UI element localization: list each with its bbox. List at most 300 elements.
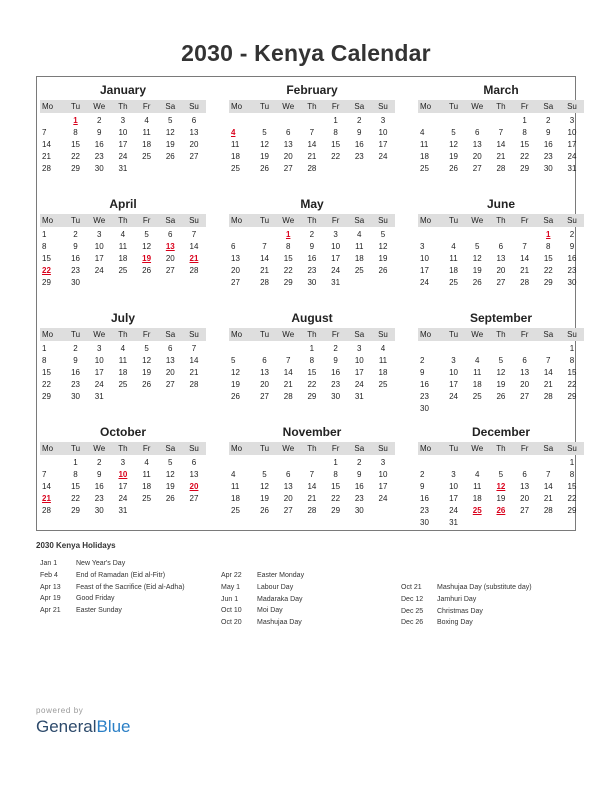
day-cell[interactable]: 7 bbox=[191, 230, 197, 239]
day-cell[interactable]: 8 bbox=[569, 356, 575, 365]
day-cell[interactable]: 27 bbox=[260, 392, 269, 401]
day-cell[interactable]: 20 bbox=[472, 152, 482, 161]
day-cell[interactable]: 12 bbox=[231, 368, 240, 377]
day-cell[interactable]: 2 bbox=[420, 470, 425, 479]
day-cell[interactable]: 9 bbox=[569, 242, 575, 251]
day-cell[interactable]: 30 bbox=[94, 506, 104, 515]
day-cell[interactable]: 15 bbox=[520, 140, 530, 149]
day-cell[interactable]: 12 bbox=[165, 470, 175, 479]
day-cell[interactable]: 10 bbox=[354, 356, 364, 365]
day-cell[interactable]: 24 bbox=[449, 392, 458, 401]
day-cell[interactable]: 14 bbox=[520, 254, 530, 263]
day-cell[interactable]: 18 bbox=[142, 140, 152, 149]
day-cell[interactable]: 16 bbox=[354, 482, 364, 491]
day-cell[interactable]: 23 bbox=[420, 506, 429, 515]
day-cell[interactable]: 15 bbox=[331, 482, 341, 491]
day-cell[interactable]: 24 bbox=[118, 494, 128, 503]
day-cell[interactable]: 28 bbox=[42, 164, 51, 173]
day-cell[interactable]: 31 bbox=[331, 278, 341, 287]
day-cell[interactable]: 11 bbox=[473, 482, 482, 491]
day-cell[interactable]: 11 bbox=[378, 356, 388, 365]
day-cell[interactable]: 8 bbox=[546, 242, 551, 251]
day-cell[interactable]: 24 bbox=[420, 278, 429, 287]
day-cell[interactable]: 14 bbox=[307, 140, 317, 149]
day-cell[interactable]: 11 bbox=[449, 254, 458, 263]
day-cell[interactable]: 13 bbox=[165, 356, 175, 365]
day-cell[interactable]: 20 bbox=[520, 494, 530, 503]
day-cell[interactable]: 21 bbox=[283, 380, 293, 389]
day-cell[interactable]: 1 bbox=[333, 116, 338, 125]
day-cell[interactable]: 9 bbox=[357, 128, 362, 137]
day-cell[interactable]: 10 bbox=[567, 128, 577, 137]
day-cell[interactable]: 19 bbox=[496, 380, 506, 389]
day-cell[interactable]: 18 bbox=[142, 482, 152, 491]
day-cell[interactable]: 3 bbox=[451, 356, 456, 365]
day-cell[interactable]: 4 bbox=[451, 242, 456, 251]
day-cell[interactable]: 27 bbox=[472, 164, 482, 173]
day-cell[interactable]: 20 bbox=[165, 254, 175, 263]
day-cell[interactable]: 8 bbox=[569, 470, 575, 479]
day-cell[interactable]: 7 bbox=[262, 242, 267, 251]
holiday-day-cell[interactable]: 10 bbox=[118, 470, 128, 479]
day-cell[interactable]: 18 bbox=[449, 266, 458, 275]
day-cell[interactable]: 3 bbox=[96, 344, 102, 353]
day-cell[interactable]: 30 bbox=[307, 278, 317, 287]
day-cell[interactable]: 2 bbox=[420, 356, 425, 365]
day-cell[interactable]: 22 bbox=[567, 494, 577, 503]
day-cell[interactable]: 6 bbox=[522, 470, 527, 479]
day-cell[interactable]: 15 bbox=[567, 368, 577, 377]
day-cell[interactable]: 28 bbox=[189, 380, 199, 389]
day-cell[interactable]: 22 bbox=[71, 152, 80, 161]
day-cell[interactable]: 11 bbox=[231, 482, 240, 491]
day-cell[interactable]: 8 bbox=[285, 242, 291, 251]
day-cell[interactable]: 11 bbox=[473, 368, 482, 377]
holiday-day-cell[interactable]: 1 bbox=[73, 116, 78, 125]
day-cell[interactable]: 13 bbox=[520, 368, 530, 377]
day-cell[interactable]: 12 bbox=[260, 482, 269, 491]
day-cell[interactable]: 3 bbox=[569, 116, 575, 125]
day-cell[interactable]: 15 bbox=[42, 368, 51, 377]
day-cell[interactable]: 3 bbox=[120, 458, 126, 467]
day-cell[interactable]: 17 bbox=[94, 368, 104, 377]
day-cell[interactable]: 28 bbox=[42, 506, 51, 515]
day-cell[interactable]: 21 bbox=[543, 380, 553, 389]
day-cell[interactable]: 4 bbox=[144, 116, 149, 125]
day-cell[interactable]: 7 bbox=[546, 470, 551, 479]
day-cell[interactable]: 18 bbox=[472, 494, 482, 503]
day-cell[interactable]: 24 bbox=[94, 266, 104, 275]
day-cell[interactable]: 14 bbox=[42, 482, 51, 491]
day-cell[interactable]: 1 bbox=[73, 458, 78, 467]
day-cell[interactable]: 19 bbox=[260, 494, 269, 503]
day-cell[interactable]: 8 bbox=[333, 128, 338, 137]
day-cell[interactable]: 6 bbox=[191, 116, 197, 125]
day-cell[interactable]: 30 bbox=[71, 392, 80, 401]
day-cell[interactable]: 1 bbox=[309, 344, 315, 353]
day-cell[interactable]: 5 bbox=[498, 470, 504, 479]
day-cell[interactable]: 26 bbox=[496, 392, 506, 401]
day-cell[interactable]: 4 bbox=[420, 128, 425, 137]
day-cell[interactable]: 4 bbox=[474, 470, 480, 479]
day-cell[interactable]: 18 bbox=[231, 494, 240, 503]
day-cell[interactable]: 20 bbox=[189, 140, 199, 149]
day-cell[interactable]: 29 bbox=[520, 164, 530, 173]
day-cell[interactable]: 29 bbox=[543, 278, 553, 287]
day-cell[interactable]: 10 bbox=[449, 482, 458, 491]
day-cell[interactable]: 25 bbox=[118, 266, 128, 275]
day-cell[interactable]: 24 bbox=[354, 380, 364, 389]
day-cell[interactable]: 3 bbox=[333, 230, 338, 239]
holiday-day-cell[interactable]: 12 bbox=[496, 482, 506, 491]
day-cell[interactable]: 9 bbox=[96, 128, 102, 137]
day-cell[interactable]: 28 bbox=[283, 392, 293, 401]
day-cell[interactable]: 10 bbox=[94, 356, 104, 365]
day-cell[interactable]: 27 bbox=[520, 392, 530, 401]
day-cell[interactable]: 16 bbox=[94, 140, 104, 149]
day-cell[interactable]: 24 bbox=[449, 506, 458, 515]
day-cell[interactable]: 12 bbox=[260, 140, 269, 149]
day-cell[interactable]: 12 bbox=[142, 242, 152, 251]
day-cell[interactable]: 31 bbox=[94, 392, 104, 401]
day-cell[interactable]: 8 bbox=[73, 470, 78, 479]
day-cell[interactable]: 5 bbox=[498, 356, 504, 365]
day-cell[interactable]: 20 bbox=[260, 380, 269, 389]
day-cell[interactable]: 24 bbox=[567, 152, 577, 161]
day-cell[interactable]: 15 bbox=[283, 254, 293, 263]
holiday-day-cell[interactable]: 21 bbox=[189, 254, 199, 263]
day-cell[interactable]: 13 bbox=[189, 128, 199, 137]
day-cell[interactable]: 6 bbox=[474, 128, 480, 137]
day-cell[interactable]: 12 bbox=[378, 242, 388, 251]
day-cell[interactable]: 14 bbox=[543, 482, 553, 491]
day-cell[interactable]: 11 bbox=[420, 140, 429, 149]
day-cell[interactable]: 22 bbox=[283, 266, 293, 275]
day-cell[interactable]: 22 bbox=[520, 152, 530, 161]
day-cell[interactable]: 23 bbox=[71, 266, 80, 275]
day-cell[interactable]: 25 bbox=[420, 164, 429, 173]
day-cell[interactable]: 21 bbox=[42, 152, 51, 161]
holiday-day-cell[interactable]: 20 bbox=[189, 482, 199, 491]
day-cell[interactable]: 7 bbox=[546, 356, 551, 365]
day-cell[interactable]: 16 bbox=[543, 140, 553, 149]
day-cell[interactable]: 9 bbox=[309, 242, 315, 251]
day-cell[interactable]: 6 bbox=[231, 242, 236, 251]
day-cell[interactable]: 28 bbox=[189, 266, 199, 275]
day-cell[interactable]: 28 bbox=[543, 392, 553, 401]
day-cell[interactable]: 23 bbox=[307, 266, 317, 275]
day-cell[interactable]: 14 bbox=[260, 254, 269, 263]
day-cell[interactable]: 4 bbox=[357, 230, 362, 239]
day-cell[interactable]: 14 bbox=[543, 368, 553, 377]
day-cell[interactable]: 4 bbox=[231, 470, 236, 479]
day-cell[interactable]: 24 bbox=[118, 152, 128, 161]
day-cell[interactable]: 10 bbox=[331, 242, 341, 251]
day-cell[interactable]: 29 bbox=[42, 392, 51, 401]
day-cell[interactable]: 30 bbox=[331, 392, 341, 401]
day-cell[interactable]: 22 bbox=[331, 494, 341, 503]
day-cell[interactable]: 7 bbox=[522, 242, 527, 251]
day-cell[interactable]: 29 bbox=[71, 164, 80, 173]
day-cell[interactable]: 13 bbox=[283, 482, 293, 491]
day-cell[interactable]: 27 bbox=[165, 266, 175, 275]
day-cell[interactable]: 14 bbox=[189, 356, 199, 365]
day-cell[interactable]: 2 bbox=[569, 230, 575, 239]
day-cell[interactable]: 17 bbox=[378, 482, 388, 491]
holiday-day-cell[interactable]: 26 bbox=[496, 506, 506, 515]
day-cell[interactable]: 18 bbox=[231, 152, 240, 161]
day-cell[interactable]: 18 bbox=[118, 254, 128, 263]
day-cell[interactable]: 17 bbox=[354, 368, 364, 377]
day-cell[interactable]: 31 bbox=[118, 164, 128, 173]
day-cell[interactable]: 22 bbox=[307, 380, 317, 389]
day-cell[interactable]: 25 bbox=[378, 380, 388, 389]
day-cell[interactable]: 22 bbox=[42, 380, 51, 389]
day-cell[interactable]: 19 bbox=[165, 140, 175, 149]
day-cell[interactable]: 15 bbox=[543, 254, 553, 263]
day-cell[interactable]: 9 bbox=[73, 242, 78, 251]
day-cell[interactable]: 17 bbox=[118, 482, 128, 491]
day-cell[interactable]: 21 bbox=[307, 152, 317, 161]
day-cell[interactable]: 3 bbox=[357, 344, 362, 353]
day-cell[interactable]: 25 bbox=[472, 392, 482, 401]
day-cell[interactable]: 30 bbox=[567, 278, 577, 287]
day-cell[interactable]: 5 bbox=[144, 230, 149, 239]
day-cell[interactable]: 2 bbox=[96, 458, 102, 467]
day-cell[interactable]: 22 bbox=[567, 380, 577, 389]
day-cell[interactable]: 2 bbox=[96, 116, 102, 125]
day-cell[interactable]: 23 bbox=[331, 380, 341, 389]
day-cell[interactable]: 17 bbox=[378, 140, 388, 149]
day-cell[interactable]: 1 bbox=[333, 458, 338, 467]
day-cell[interactable]: 4 bbox=[120, 230, 126, 239]
day-cell[interactable]: 21 bbox=[260, 266, 269, 275]
day-cell[interactable]: 25 bbox=[142, 494, 152, 503]
day-cell[interactable]: 25 bbox=[354, 266, 364, 275]
day-cell[interactable]: 28 bbox=[307, 164, 317, 173]
day-cell[interactable]: 30 bbox=[71, 278, 80, 287]
day-cell[interactable]: 24 bbox=[378, 494, 388, 503]
day-cell[interactable]: 9 bbox=[333, 356, 338, 365]
day-cell[interactable]: 15 bbox=[567, 482, 577, 491]
holiday-day-cell[interactable]: 19 bbox=[142, 254, 152, 263]
day-cell[interactable]: 16 bbox=[354, 140, 364, 149]
day-cell[interactable]: 31 bbox=[567, 164, 577, 173]
day-cell[interactable]: 21 bbox=[189, 368, 199, 377]
day-cell[interactable]: 6 bbox=[262, 356, 267, 365]
day-cell[interactable]: 6 bbox=[285, 128, 291, 137]
holiday-day-cell[interactable]: 22 bbox=[42, 266, 51, 275]
day-cell[interactable]: 1 bbox=[42, 230, 47, 239]
day-cell[interactable]: 11 bbox=[118, 356, 128, 365]
day-cell[interactable]: 22 bbox=[71, 494, 80, 503]
day-cell[interactable]: 27 bbox=[283, 506, 293, 515]
holiday-day-cell[interactable]: 21 bbox=[42, 494, 51, 503]
day-cell[interactable]: 10 bbox=[94, 242, 104, 251]
day-cell[interactable]: 21 bbox=[496, 152, 506, 161]
day-cell[interactable]: 5 bbox=[380, 230, 386, 239]
day-cell[interactable]: 26 bbox=[260, 164, 269, 173]
day-cell[interactable]: 16 bbox=[420, 494, 429, 503]
day-cell[interactable]: 2 bbox=[309, 230, 315, 239]
day-cell[interactable]: 21 bbox=[520, 266, 530, 275]
day-cell[interactable]: 10 bbox=[378, 470, 388, 479]
day-cell[interactable]: 7 bbox=[191, 344, 197, 353]
day-cell[interactable]: 5 bbox=[474, 242, 480, 251]
day-cell[interactable]: 6 bbox=[168, 344, 173, 353]
day-cell[interactable]: 13 bbox=[231, 254, 240, 263]
day-cell[interactable]: 21 bbox=[543, 494, 553, 503]
day-cell[interactable]: 10 bbox=[449, 368, 458, 377]
day-cell[interactable]: 23 bbox=[354, 494, 364, 503]
day-cell[interactable]: 17 bbox=[94, 254, 104, 263]
day-cell[interactable]: 14 bbox=[496, 140, 506, 149]
day-cell[interactable]: 25 bbox=[231, 164, 240, 173]
day-cell[interactable]: 5 bbox=[231, 356, 236, 365]
day-cell[interactable]: 25 bbox=[449, 278, 458, 287]
day-cell[interactable]: 18 bbox=[378, 368, 388, 377]
day-cell[interactable]: 4 bbox=[380, 344, 386, 353]
day-cell[interactable]: 28 bbox=[260, 278, 269, 287]
day-cell[interactable]: 19 bbox=[472, 266, 482, 275]
day-cell[interactable]: 19 bbox=[496, 494, 506, 503]
day-cell[interactable]: 6 bbox=[285, 470, 291, 479]
day-cell[interactable]: 12 bbox=[165, 128, 175, 137]
day-cell[interactable]: 10 bbox=[118, 128, 128, 137]
day-cell[interactable]: 12 bbox=[496, 368, 506, 377]
day-cell[interactable]: 16 bbox=[567, 254, 577, 263]
day-cell[interactable]: 15 bbox=[331, 140, 341, 149]
day-cell[interactable]: 12 bbox=[142, 356, 152, 365]
day-cell[interactable]: 19 bbox=[449, 152, 458, 161]
day-cell[interactable]: 16 bbox=[71, 254, 80, 263]
day-cell[interactable]: 9 bbox=[420, 482, 425, 491]
day-cell[interactable]: 20 bbox=[165, 368, 175, 377]
day-cell[interactable]: 26 bbox=[472, 278, 482, 287]
day-cell[interactable]: 13 bbox=[260, 368, 269, 377]
day-cell[interactable]: 29 bbox=[567, 392, 577, 401]
holiday-day-cell[interactable]: 4 bbox=[231, 128, 236, 137]
day-cell[interactable]: 30 bbox=[543, 164, 553, 173]
day-cell[interactable]: 26 bbox=[165, 152, 175, 161]
day-cell[interactable]: 1 bbox=[569, 344, 575, 353]
day-cell[interactable]: 1 bbox=[569, 458, 575, 467]
day-cell[interactable]: 31 bbox=[354, 392, 364, 401]
day-cell[interactable]: 11 bbox=[231, 140, 240, 149]
holiday-day-cell[interactable]: 13 bbox=[165, 242, 175, 251]
day-cell[interactable]: 9 bbox=[357, 470, 362, 479]
day-cell[interactable]: 26 bbox=[165, 494, 175, 503]
day-cell[interactable]: 20 bbox=[520, 380, 530, 389]
day-cell[interactable]: 27 bbox=[283, 164, 293, 173]
day-cell[interactable]: 27 bbox=[165, 380, 175, 389]
day-cell[interactable]: 1 bbox=[522, 116, 527, 125]
day-cell[interactable]: 27 bbox=[189, 152, 199, 161]
day-cell[interactable]: 13 bbox=[496, 254, 506, 263]
day-cell[interactable]: 11 bbox=[355, 242, 364, 251]
day-cell[interactable]: 22 bbox=[543, 266, 553, 275]
day-cell[interactable]: 3 bbox=[96, 230, 102, 239]
day-cell[interactable]: 19 bbox=[260, 152, 269, 161]
day-cell[interactable]: 30 bbox=[420, 518, 429, 527]
day-cell[interactable]: 5 bbox=[144, 344, 149, 353]
day-cell[interactable]: 9 bbox=[546, 128, 551, 137]
day-cell[interactable]: 7 bbox=[42, 470, 47, 479]
day-cell[interactable]: 11 bbox=[142, 470, 151, 479]
day-cell[interactable]: 9 bbox=[420, 368, 425, 377]
day-cell[interactable]: 29 bbox=[331, 506, 341, 515]
day-cell[interactable]: 8 bbox=[333, 470, 338, 479]
day-cell[interactable]: 15 bbox=[42, 254, 51, 263]
day-cell[interactable]: 17 bbox=[331, 254, 341, 263]
day-cell[interactable]: 8 bbox=[309, 356, 315, 365]
day-cell[interactable]: 6 bbox=[498, 242, 504, 251]
day-cell[interactable]: 25 bbox=[118, 380, 128, 389]
day-cell[interactable]: 23 bbox=[420, 392, 429, 401]
day-cell[interactable]: 3 bbox=[120, 116, 126, 125]
day-cell[interactable]: 16 bbox=[71, 368, 80, 377]
day-cell[interactable]: 23 bbox=[94, 152, 104, 161]
day-cell[interactable]: 19 bbox=[142, 368, 152, 377]
day-cell[interactable]: 18 bbox=[118, 368, 128, 377]
day-cell[interactable]: 24 bbox=[331, 266, 341, 275]
day-cell[interactable]: 15 bbox=[71, 140, 80, 149]
day-cell[interactable]: 26 bbox=[142, 266, 152, 275]
day-cell[interactable]: 2 bbox=[357, 458, 362, 467]
day-cell[interactable]: 20 bbox=[283, 494, 293, 503]
holiday-day-cell[interactable]: 1 bbox=[546, 230, 551, 239]
day-cell[interactable]: 8 bbox=[42, 242, 47, 251]
day-cell[interactable]: 17 bbox=[567, 140, 577, 149]
day-cell[interactable]: 31 bbox=[449, 518, 458, 527]
day-cell[interactable]: 20 bbox=[283, 152, 293, 161]
day-cell[interactable]: 4 bbox=[474, 356, 480, 365]
day-cell[interactable]: 22 bbox=[331, 152, 341, 161]
day-cell[interactable]: 20 bbox=[496, 266, 506, 275]
day-cell[interactable]: 5 bbox=[262, 470, 267, 479]
day-cell[interactable]: 14 bbox=[42, 140, 51, 149]
day-cell[interactable]: 5 bbox=[451, 128, 456, 137]
day-cell[interactable]: 19 bbox=[165, 482, 175, 491]
day-cell[interactable]: 10 bbox=[378, 128, 388, 137]
day-cell[interactable]: 23 bbox=[94, 494, 104, 503]
day-cell[interactable]: 27 bbox=[496, 278, 506, 287]
day-cell[interactable]: 4 bbox=[144, 458, 149, 467]
day-cell[interactable]: 29 bbox=[283, 278, 293, 287]
day-cell[interactable]: 8 bbox=[73, 128, 78, 137]
day-cell[interactable]: 27 bbox=[231, 278, 240, 287]
day-cell[interactable]: 19 bbox=[378, 254, 388, 263]
day-cell[interactable]: 18 bbox=[472, 380, 482, 389]
day-cell[interactable]: 13 bbox=[472, 140, 482, 149]
day-cell[interactable]: 27 bbox=[520, 506, 530, 515]
day-cell[interactable]: 2 bbox=[73, 344, 78, 353]
day-cell[interactable]: 12 bbox=[449, 140, 458, 149]
day-cell[interactable]: 26 bbox=[142, 380, 152, 389]
day-cell[interactable]: 16 bbox=[94, 482, 104, 491]
day-cell[interactable]: 16 bbox=[420, 380, 429, 389]
day-cell[interactable]: 13 bbox=[189, 470, 199, 479]
day-cell[interactable]: 15 bbox=[71, 482, 80, 491]
day-cell[interactable]: 14 bbox=[307, 482, 317, 491]
day-cell[interactable]: 23 bbox=[71, 380, 80, 389]
day-cell[interactable]: 4 bbox=[120, 344, 126, 353]
day-cell[interactable]: 17 bbox=[118, 140, 128, 149]
day-cell[interactable]: 8 bbox=[42, 356, 47, 365]
day-cell[interactable]: 8 bbox=[522, 128, 527, 137]
day-cell[interactable]: 26 bbox=[260, 506, 269, 515]
day-cell[interactable]: 28 bbox=[307, 506, 317, 515]
